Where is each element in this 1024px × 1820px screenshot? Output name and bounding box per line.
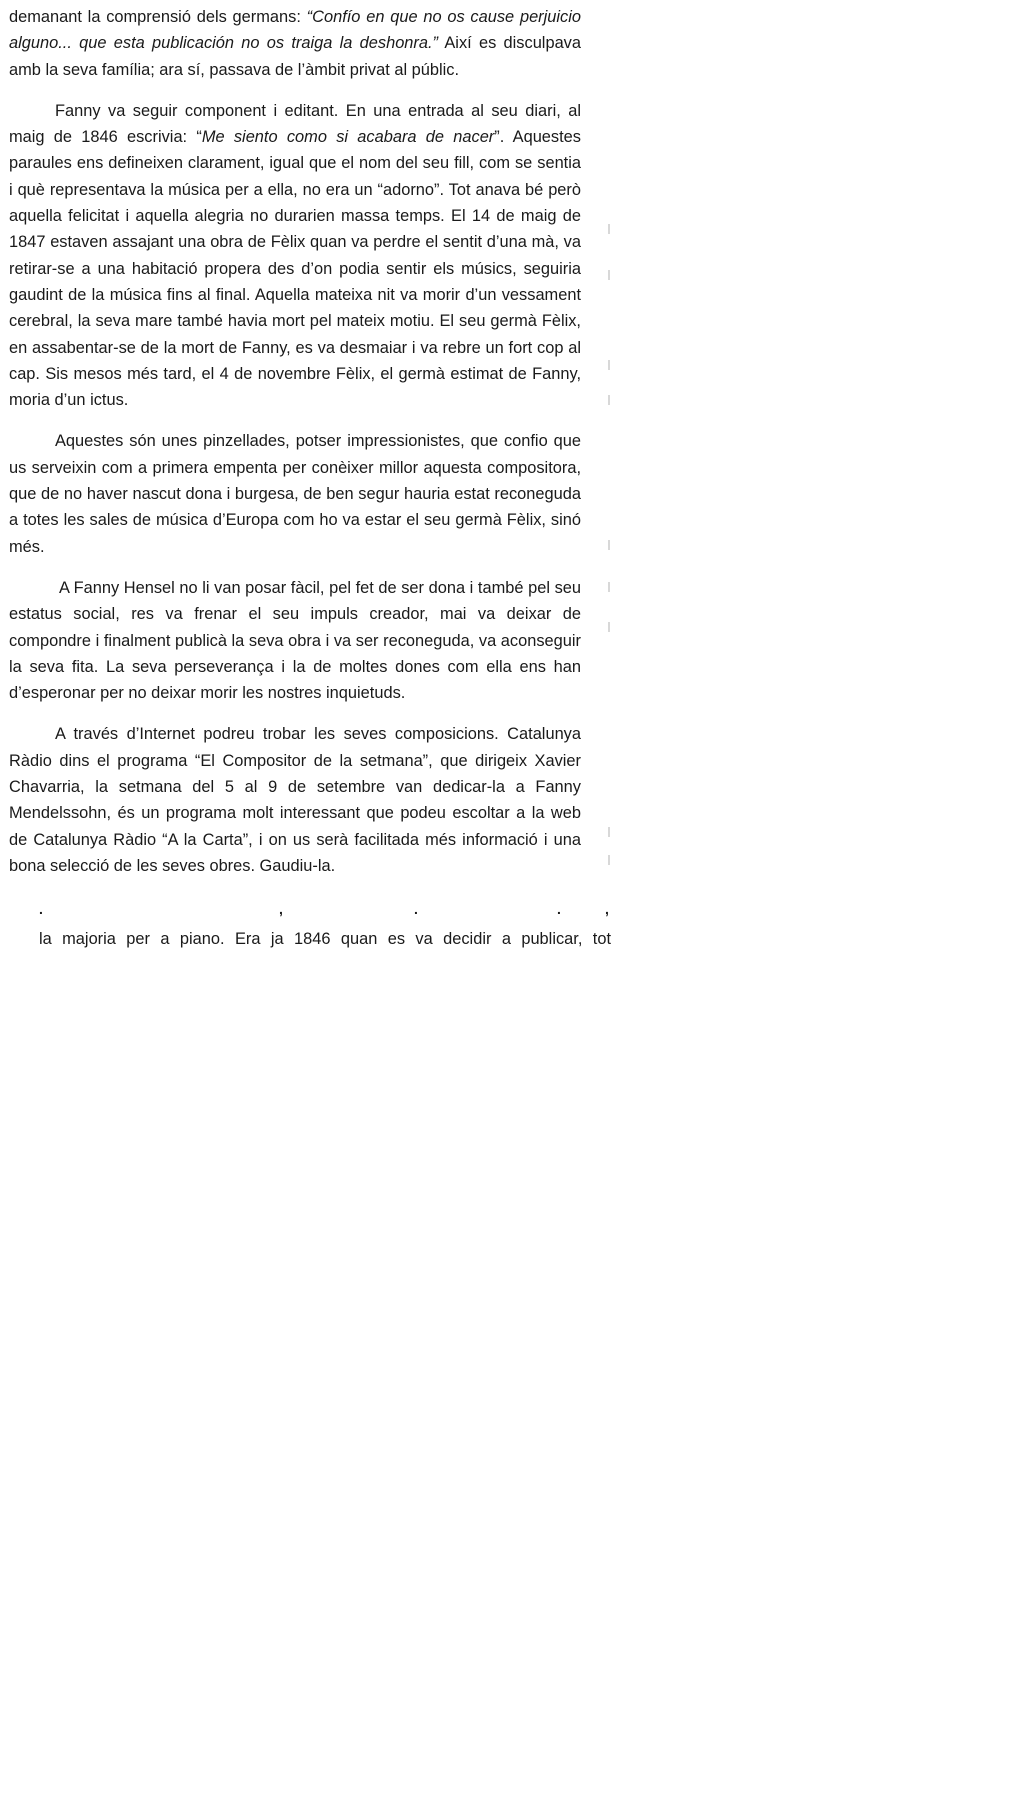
p2-prefix: Fanny va seguir component i editant. En una entrada al seu diari, al maig de 1846 escrivia: “ [9, 101, 581, 147]
p1-suffix: Així es disculpava amb la seva família; ara sí, passava de l’àmbit privat al públic. [9, 34, 581, 79]
p1-quote: “Confío en que no os cause perjuicio alguno... que esta publicación no os traiga la deshonra.” [9, 8, 581, 53]
paragraph-diary-and-death [9, 98, 581, 414]
edge-mark [608, 827, 610, 837]
edge-mark [608, 395, 610, 405]
edge-mark [608, 540, 610, 550]
paragraph-fanny-hensel: A Fanny Hensel no li van posar fàcil, pel fet de ser dona i també pel seu estatus social, res va frenar el seu impuls creador, mai va deixar de compondre i finalment publicà la seva obra i va ser reconeguda, va aconseguir la seva fita. La seva perseverança i la de moltes dones com ella ens han d’esperonar per no deixar morir les nostres inquietuds. [9, 578, 581, 703]
paragraph-publication-quote [9, 4, 581, 83]
edge-mark [608, 622, 610, 632]
document-page [9, 4, 581, 894]
p2-quote: Me siento como si acabara de nacer [201, 128, 495, 147]
paragraph-impressionist-strokes: Aquestes són unes pinzellades, potser impressionistes, que confio que us serveixin com a primera empenta per conèixer millor aquesta compositora, que de no haver nascut dona i burgesa, de ben segur hauria estat reconeguda a totes les sales de música d’Europa com ho va estar el seu germà Fèlix, sinó més. [9, 432, 581, 556]
edge-mark [608, 224, 610, 234]
edge-mark [608, 855, 610, 865]
edge-mark [608, 582, 610, 592]
paragraph-internet-radio: A través d’Internet podreu trobar les seves composicions. Catalunya Ràdio dins el programa “El Compositor de la setmana”, que dirigeix Xavier Chavarria, la setmana del 5 al 9 de setembre van dedicar-la a Fanny Mendelssohn, és un programa molt interessant que podeu escoltar a la web de Catalunya Ràdio “A la Carta”, i on us serà facilitada més informació i una bona selecció de les seves obres. Gaudiu-la. [9, 725, 581, 875]
p2-suffix: ”. Aquestes paraules ens defineixen clarament, igual que el nom del seu fill, com se sentia i què representava la música per a ella, no era un “adorno”. Tot anava bé però aquella felicitat i aquella alegria no durarien massa temps. El 14 de maig de 1847 estaven assajant una obra de Fèlix quan va perdre el sentit d’una mà, va retirar-se a una habitació propera des d’on podia sentir els músics, seguiria gaudint de la música fins al final. Aquella mateixa nit va morir d’un vessament cerebral, la seva mare també havia mort pel mateix motiu. El seu germà Fèlix, en assabentar-se de la mort de Fanny, es va desmaiar i va rebre un fort cop al cap. Sis mesos més tard, el 4 de novembre Fèlix, el germà estimat de Fanny, moria d’un ictus. [9, 128, 581, 410]
bleed-through-line: la majoria per a piano. Era ja 1846 quan es va decidir a publicar, tot [39, 930, 611, 948]
edge-mark [608, 270, 610, 280]
bleed-through-marks: . , . . , [39, 901, 609, 917]
edge-mark [608, 360, 610, 370]
p1-prefix: demanant la comprensió dels germans: [9, 8, 307, 26]
